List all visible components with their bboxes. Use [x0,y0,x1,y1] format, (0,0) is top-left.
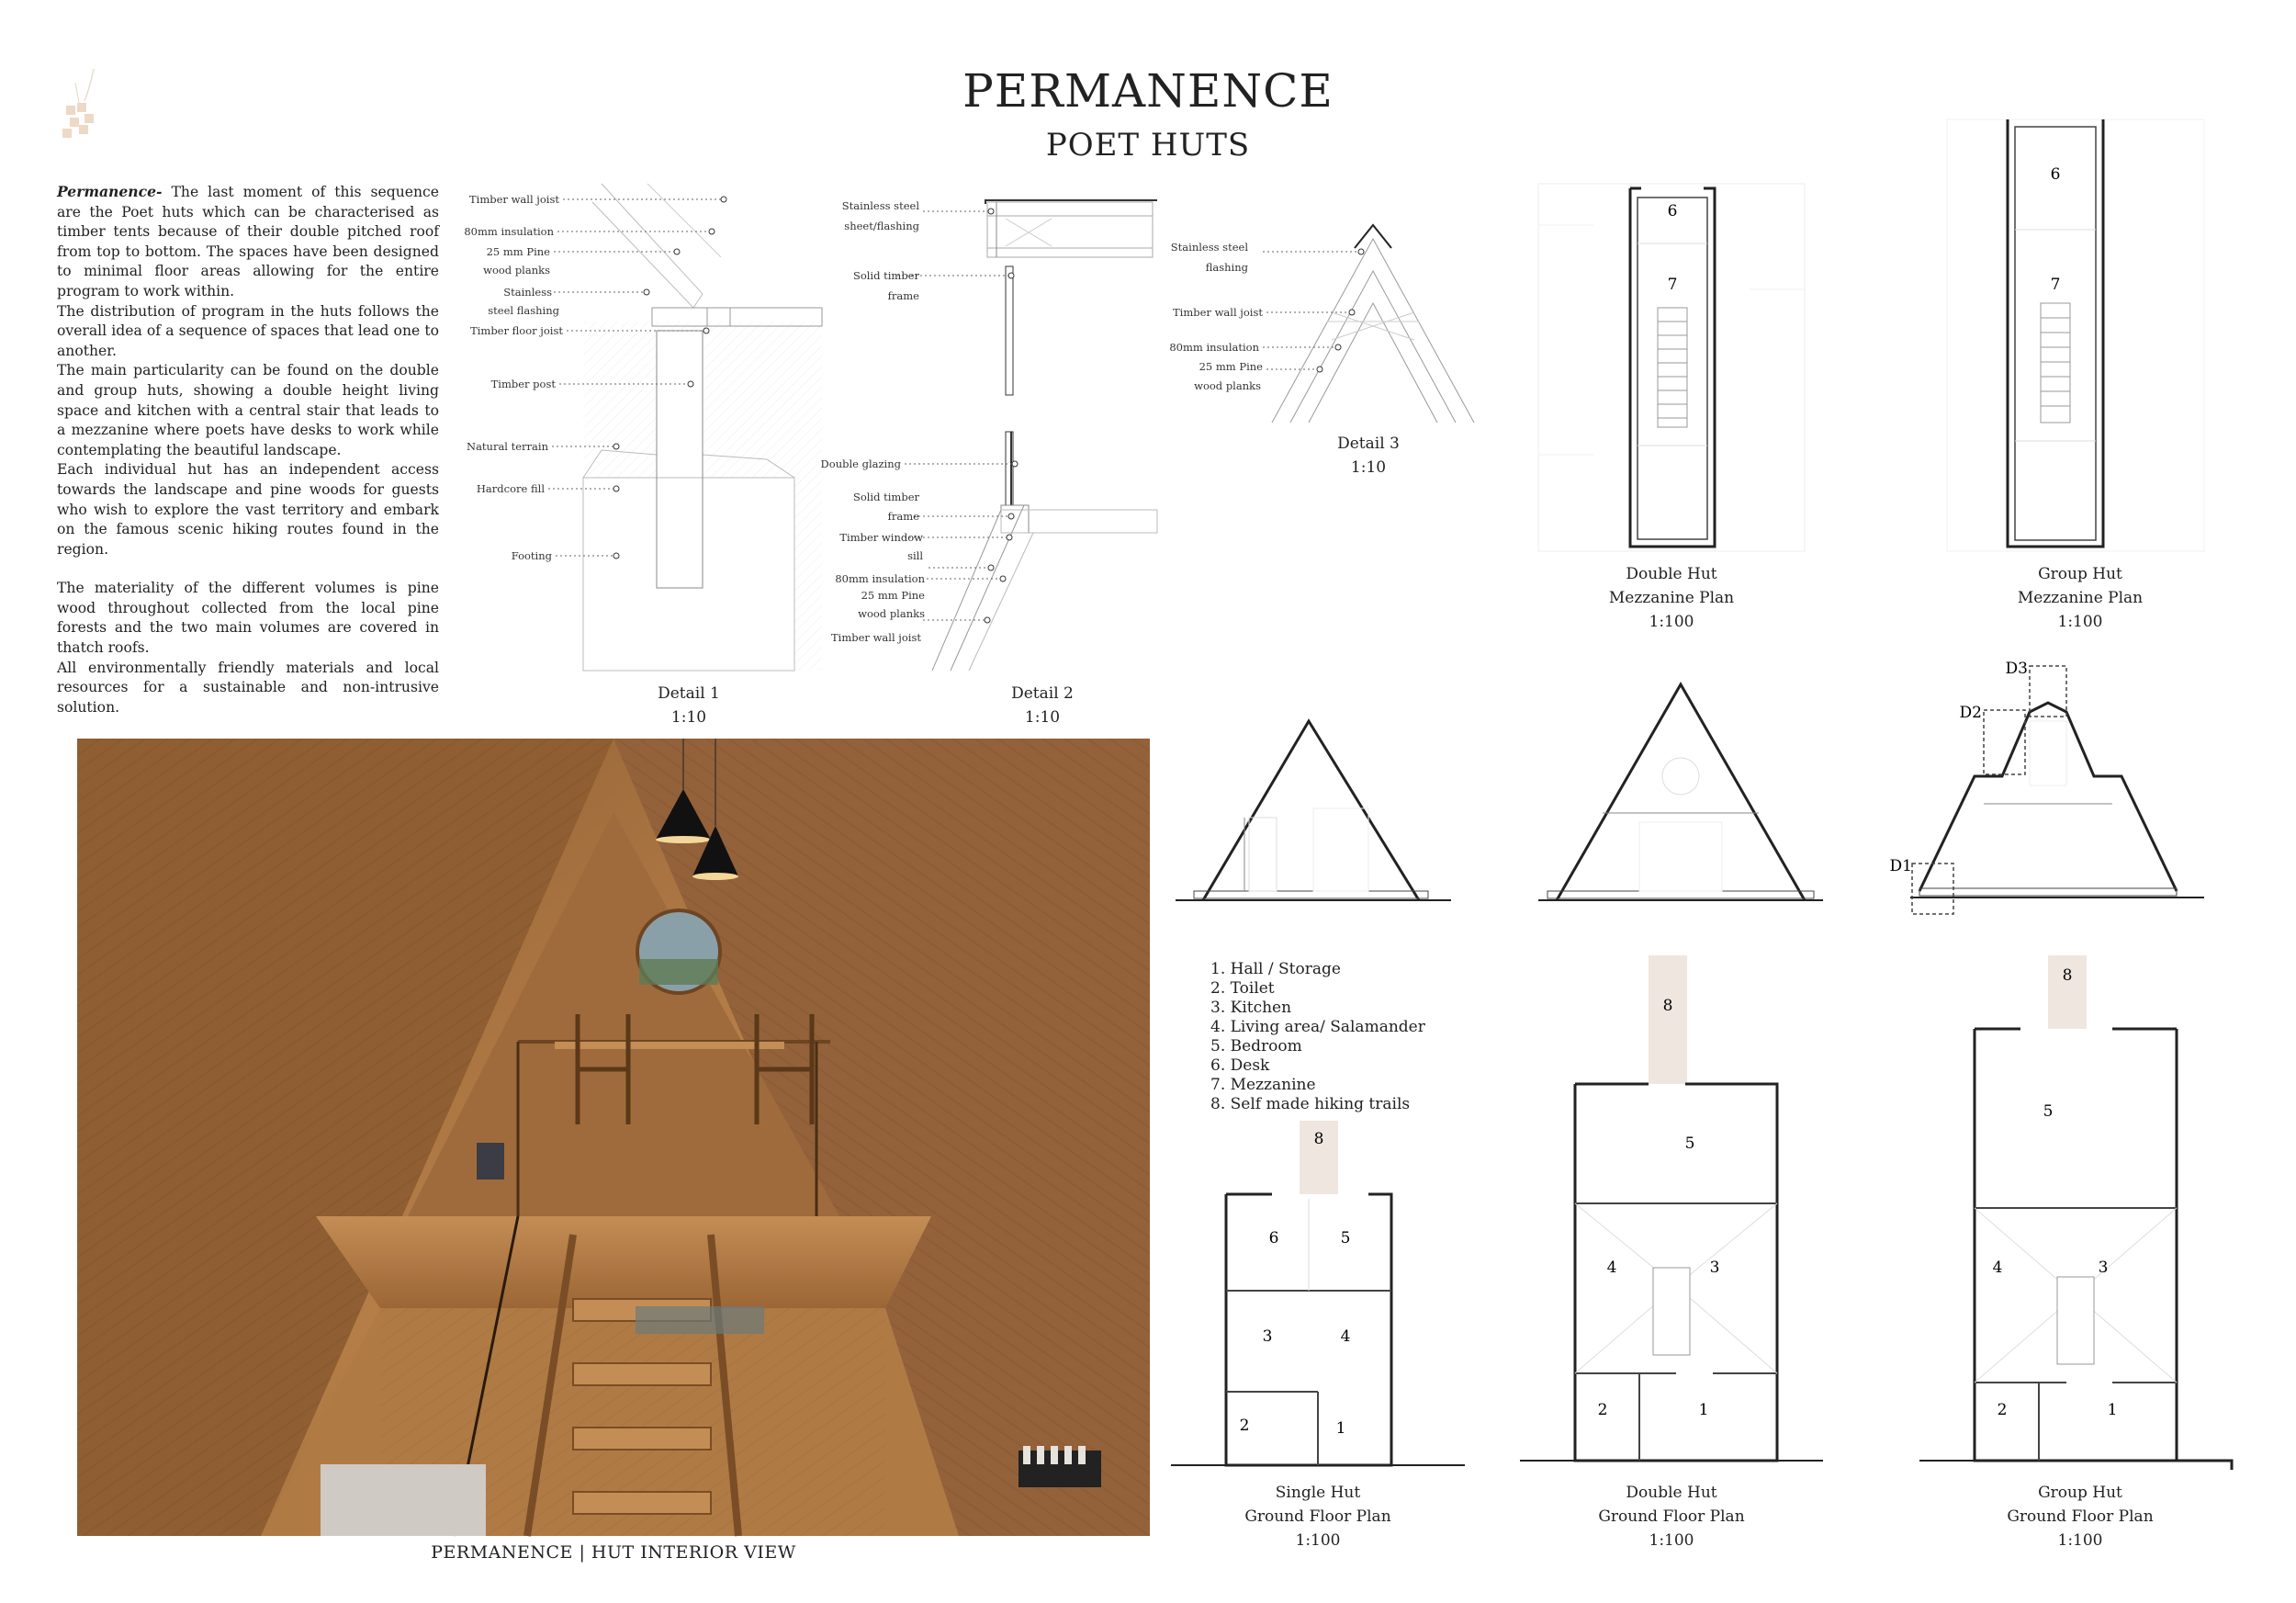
section-marker-d1: D1 [1889,857,1912,875]
room-number: 8 [1662,997,1673,1015]
detail3-label: 25 mm Pine [1199,360,1263,373]
detail3-label: wood planks [1194,379,1261,392]
hut-interior-render [77,739,1150,1536]
description-paragraph: Each individual hut has an independent access towards the landscape and pine woods for guests who wish to explore the vast territory and embark on the famous scenic hiking routes found in the region. [57,461,439,558]
room-number: 2 [1597,1401,1608,1419]
legend-item: 5. Bedroom [1210,1037,1302,1055]
single-hut-ground-caption: Single Hut Ground Floor Plan 1:100 [1244,1484,1391,1550]
detail-3-caption: Detail 3 1:10 [1337,435,1400,477]
double-hut-ground-plan [1520,955,1823,1470]
room-number: 2 [1997,1401,2008,1419]
room-legend [1210,960,1425,1114]
group-hut-section [1889,657,2204,923]
room-number: 5 [2043,1102,2054,1121]
legend-item: 2. Toilet [1210,979,1275,998]
logo-icon [57,64,108,147]
room-number: 3 [1709,1259,1720,1277]
legend-item: 6. Desk [1210,1056,1270,1075]
description-paragraph: The materiality of the different volumes is pine wood throughout collected from the local pine forests and the two main volumes are covered in thatch roofs. [57,580,439,657]
detail2-label: Timber window [839,531,923,544]
room-number: 3 [2098,1259,2109,1277]
room-number: 8 [1313,1130,1324,1148]
section-marker-d3: D3 [2005,660,2028,678]
double-hut-mezzanine-caption: Double Hut Mezzanine Plan 1:100 [1608,565,1735,631]
description-paragraph: The distribution of program in the huts follows the overall idea of a sequence of spaces that lead one to another. [57,302,439,359]
room-number: 4 [1992,1259,2003,1277]
legend-item: 1. Hall / Storage [1210,960,1341,978]
legend-item: 3. Kitchen [1210,999,1292,1017]
room-number: 6 [2050,165,2061,184]
detail2-label: Solid timber [852,491,919,503]
room-number: 1 [2107,1401,2118,1419]
room-number: 2 [1239,1417,1250,1435]
description-paragraph: The main particularity can be found on the double and group huts, showing a double height living space and kitchen with a central stair that leads to a mezzanine where poets have desks to work while contemplating the beautiful landscape. [57,362,439,458]
detail1-label: steel flashing [488,304,559,317]
room-number: 1 [1698,1401,1709,1419]
detail-1-caption: Detail 1 1:10 [658,684,720,727]
section-marker-d2-box [1984,710,2025,774]
room-number: 6 [1667,202,1678,220]
group-hut-ground-plan [1901,955,2241,1497]
detail1-label: 80mm insulation [464,225,554,238]
room-number: 6 [1268,1229,1279,1247]
detail2-label: 25 mm Pine [861,589,925,602]
detail1-label: Stainless [503,286,552,299]
detail3-label: 80mm insulation [1169,341,1259,354]
single-hut-ground-plan [1171,1116,1469,1497]
room-number: 8 [2062,966,2073,985]
detail2-label: frame [887,289,919,302]
double-hut-mezzanine-plan [1538,179,1805,556]
detail1-label: wood planks [483,264,550,277]
detail3-label: Timber wall joist [1173,306,1263,319]
double-hut-section [1538,675,1823,909]
detail2-label: Double glazing [820,457,901,470]
group-hut-mezzanine-plan [1947,119,2204,551]
detail1-label: Timber floor joist [470,324,563,337]
room-number: 4 [1340,1327,1351,1346]
page-subtitle: POET HUTS [1045,127,1251,164]
description-paragraph: All environmentally friendly materials and local resources for a sustainable and non-intrusive solution. [57,659,439,716]
detail-3-drawing [1171,220,1502,432]
detail2-label: Stainless steel [841,199,919,212]
detail1-label: Hardcore fill [476,482,545,495]
detail2-label: Timber wall joist [831,631,921,644]
legend-item: 8. Self made hiking trails [1210,1095,1411,1113]
detail-2-caption: Detail 2 1:10 [1011,684,1074,727]
detail2-label: 80mm insulation [835,572,925,585]
detail3-label: Stainless steel [1170,241,1248,254]
detail1-label: Timber post [490,378,556,390]
detail3-label: flashing [1205,261,1248,274]
room-number: 5 [1340,1229,1351,1247]
legend-item: 7. Mezzanine [1210,1076,1316,1094]
room-number: 1 [1335,1419,1346,1438]
page-title: PERMANENCE [962,64,1334,118]
detail1-label: Footing [511,549,552,562]
render-caption: PERMANENCE | HUT INTERIOR VIEW [431,1542,796,1563]
detail2-label: sill [907,549,923,562]
room-number: 7 [2050,276,2061,294]
detail-2-drawing [820,184,1157,680]
description-text: Permanence- The last moment of this sequence are the Poet huts which can be characterised as timber tents because of their double pitched roof from top to bottom. The spaces have been designed to minimal floor areas allowing for the entire program to work within. The distribution of program in the huts follows the overall idea of a sequence of spaces that lead one to another. The main particularity can be found on the double and group huts, showing a double height living space and kitchen with a central stair that leads to a mezzanine where poets have desks to work while contemplating the beautiful landscape. Each individual hut has an independent access towards the landscape and pine woods for guests who wish to explore the vast territory and embark on the famous scenic hiking routes found in the region. The materiality of the different volumes is pine wood throughout collected from the local pine forests and the two main volumes are covered in thatch roofs. All environmentally friendly materials and local resources for a sustainable and non-intrusive solution. [57,182,439,717]
group-hut-mezzanine-caption: Group Hut Mezzanine Plan 1:100 [2017,565,2144,631]
detail2-label: sheet/flashing [844,220,919,232]
detail2-label: Solid timber [852,269,919,282]
room-number: 5 [1684,1135,1695,1153]
room-number: 7 [1667,276,1678,294]
detail1-label: Timber wall joist [469,193,559,206]
description-lead-term: Permanence- [57,183,163,200]
section-marker-d2: D2 [1959,704,1982,722]
detail-1-drawing [464,184,831,680]
room-number: 4 [1606,1259,1617,1277]
detail2-label: frame [887,510,919,523]
detail1-label: 25 mm Pine [486,245,550,258]
double-hut-ground-caption: Double Hut Ground Floor Plan 1:100 [1598,1484,1745,1550]
single-hut-section [1176,707,1451,909]
legend-item: 4. Living area/ Salamander [1210,1018,1425,1036]
room-number: 3 [1262,1327,1273,1346]
group-hut-ground-caption: Group Hut Ground Floor Plan 1:100 [2007,1484,2154,1550]
detail2-label: wood planks [858,607,925,620]
detail1-label: Natural terrain [467,440,548,453]
